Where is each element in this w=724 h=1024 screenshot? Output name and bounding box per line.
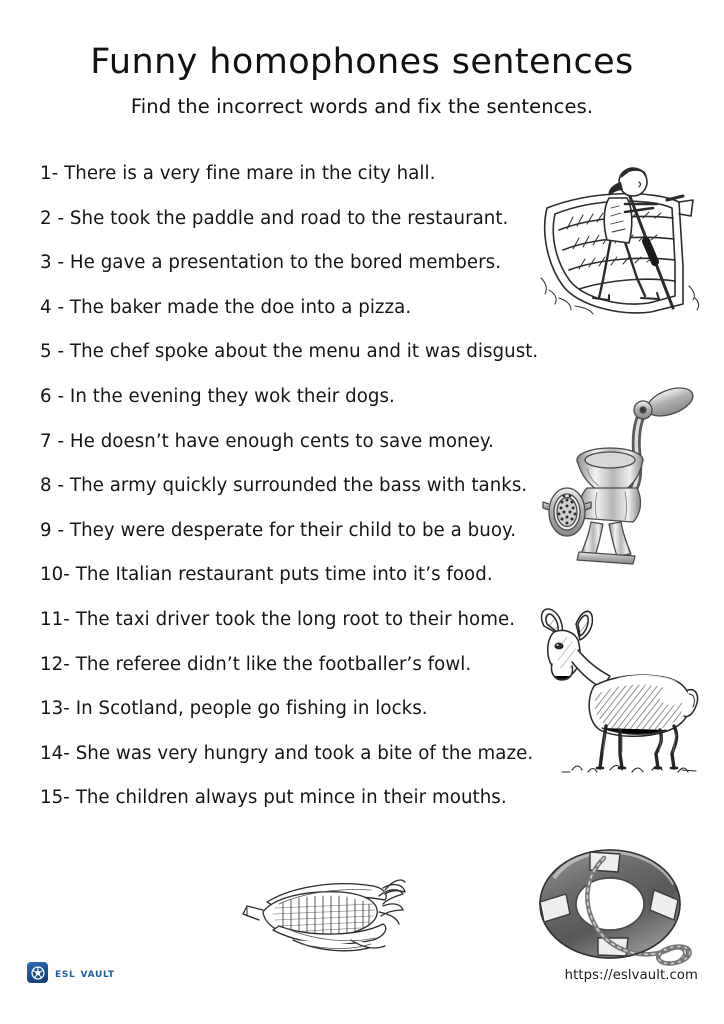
sentence-number: 1- [40, 163, 65, 184]
sentence-text: The army quickly surrounded the bass with tanks. [69, 475, 528, 497]
sentence-item [40, 743, 540, 788]
sentence-item [40, 297, 540, 342]
sentence-text: The children always put mince in their mouths. [75, 787, 507, 809]
sentence-text: The referee didn’t like the footballer’s fowl. [75, 653, 472, 675]
rowboat-illustration [533, 146, 709, 318]
sentence-text: She was very hungry and took a bite of the maze. [75, 742, 534, 764]
doe-deer-illustration [532, 602, 708, 776]
sentence-text: The baker made the doe into a pizza. [69, 296, 412, 318]
sentence-text: The chef spoke about the menu and it was disgust. [69, 341, 539, 363]
sentence-item [40, 386, 540, 431]
sentence-text: She took the paddle and road to the restaurant. [69, 207, 509, 229]
sentence-number: 2 - [40, 207, 70, 229]
sentence-text: There is a very fine mare in the city hall. [64, 163, 436, 184]
sentence-item [40, 341, 540, 386]
sentence-number: 9 - [40, 519, 70, 541]
sentence-item [40, 252, 540, 297]
sentence-text: The taxi driver took the long root to their home. [75, 608, 516, 630]
sentence-item [40, 431, 540, 476]
sentence-text: The Italian restaurant puts time into it’s food. [75, 564, 493, 586]
sentence-text: In Scotland, people go fishing in locks. [75, 698, 428, 720]
sentence-number: 3 - [40, 252, 70, 274]
sentence-item [40, 609, 540, 654]
sentence-number: 5 - [40, 341, 70, 363]
sentence-number: 7 - [40, 430, 70, 452]
sentence-number: 14- [40, 742, 76, 764]
eslvault-logo[interactable] [27, 962, 115, 983]
sentence-number: 11- [40, 608, 76, 630]
corn-cob-illustration [233, 866, 409, 954]
sentence-number: 4 - [40, 296, 70, 318]
sentence-item [40, 698, 540, 743]
sentence-number: 6 - [40, 385, 70, 407]
sentence-text: In the evening they wok their dogs. [69, 385, 395, 407]
sentence-item [40, 475, 540, 520]
sentence-item [40, 564, 540, 609]
sentence-item [40, 520, 540, 565]
sentence-number: 10- [40, 564, 76, 586]
sentence-number: 13- [40, 698, 76, 720]
footer-url[interactable]: https://eslvault.com [564, 968, 698, 983]
sentence-item [40, 208, 540, 253]
eslvault-emblem-icon [27, 962, 48, 983]
worksheet-header [0, 42, 724, 118]
eslvault-logo-text: esl vault [55, 965, 115, 980]
sentence-item [40, 787, 540, 832]
sentence-number: 8 - [40, 475, 70, 497]
sentence-number: 12- [40, 653, 76, 675]
sentence-list [40, 163, 540, 832]
life-buoy-illustration [528, 842, 700, 968]
sentence-text: They were desperate for their child to be a buoy. [69, 519, 517, 541]
sentence-text: He gave a presentation to the bored members. [69, 252, 502, 274]
sentence-item [40, 163, 540, 208]
sentence-item [40, 654, 540, 699]
page-title: Funny homophones sentences [90, 42, 634, 82]
sentence-number: 15- [40, 787, 76, 809]
page-subtitle: Find the incorrect words and fix the sentences. [130, 95, 594, 119]
meat-grinder-illustration [537, 372, 705, 568]
sentence-text: He doesn’t have enough cents to save money. [69, 430, 494, 452]
